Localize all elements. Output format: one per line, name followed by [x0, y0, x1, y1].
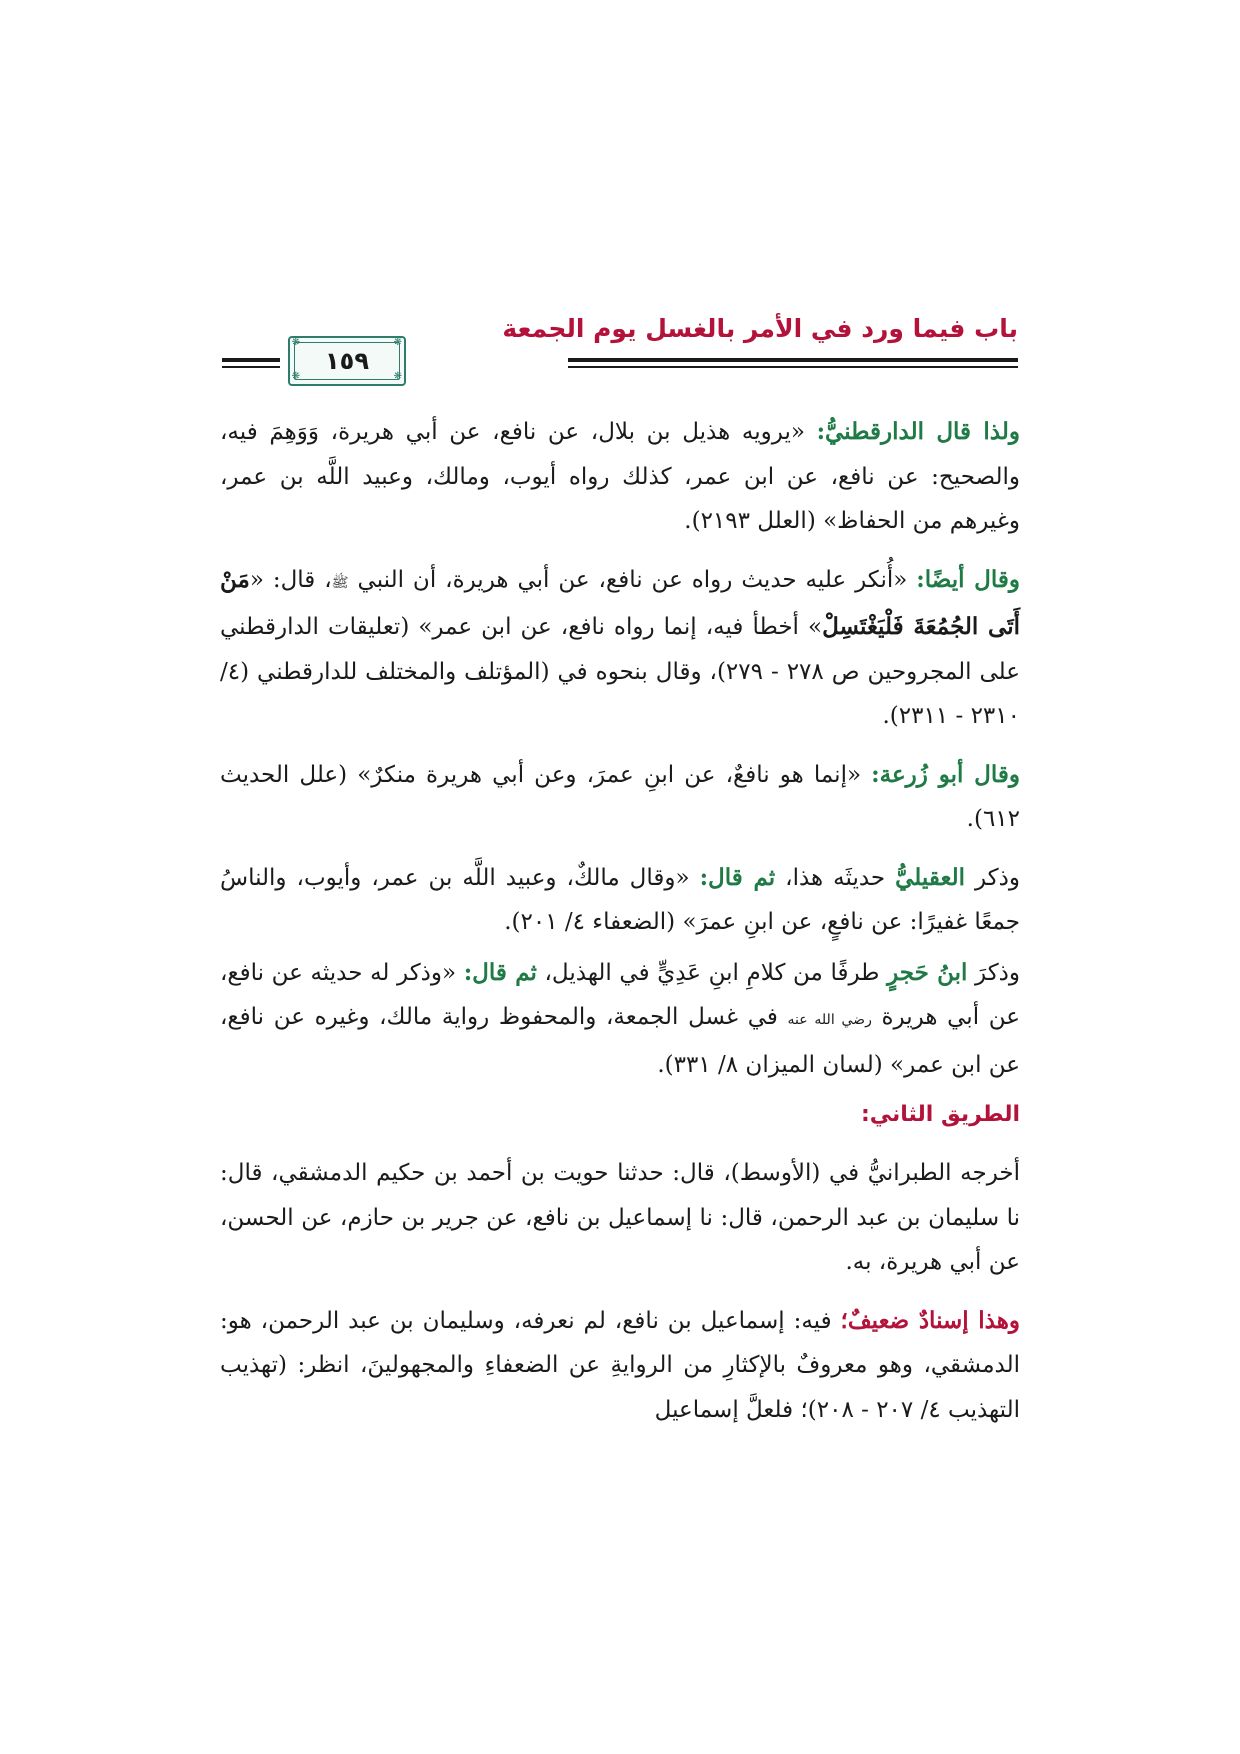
paragraph-text: ، قال: «: [249, 566, 332, 593]
paragraph-text: «وذكر له حديثه عن نافع، عن أبي هريرة: [220, 959, 1020, 1030]
paragraph-text: «إنما هو نافعٌ، عن ابنِ عمرَ، وعن أبي هريرة منكرٌ» (علل الحديث ٦١٢).: [220, 761, 1020, 832]
paragraph-lead: وقال أيضًا:: [916, 565, 1020, 593]
running-title: باب فيما ورد في الأمر بالغسل يوم الجمعة: [502, 314, 1018, 343]
ornament-icon: ❋: [393, 337, 402, 348]
paragraph-text: «وقال مالكٌ، وعبيد اللَّه بن عمر، وأيوب، والناسُ جمعًا غفيرًا: عن نافعٍ، عن ابنِ عمرَ» (الضعفاء ٤/ ٢٠١).: [220, 864, 1020, 935]
paragraph-tabarani: [220, 1151, 1020, 1285]
paragraph-lead: العقيليُّ: [895, 863, 965, 891]
ornament-icon: ❋: [291, 371, 300, 382]
header-rule-thin: [568, 366, 1018, 368]
ornament-icon: ❋: [393, 371, 402, 382]
paragraph-lead: ثم قال:: [699, 863, 776, 891]
paragraph-weak-chain: [220, 1299, 1020, 1433]
paragraph-uqaili: [220, 856, 1020, 945]
paragraph-daraqutni-also: [220, 558, 1020, 739]
paragraph-text: حديثَه هذا،: [775, 864, 896, 891]
paragraph-text: طرفًا من كلامِ ابنِ عَدِيٍّ في الهذيل،: [536, 959, 888, 986]
page-header: [222, 300, 1018, 390]
radiallahu-icon: رضي الله عنه: [787, 1012, 872, 1028]
paragraph-lead: ولذا قال الدارقطنيُّ:: [816, 418, 1020, 445]
paragraph-text: وذكر: [965, 864, 1020, 891]
page-number-badge: [288, 336, 406, 386]
paragraph-text: «أُنكر عليه حديث رواه عن نافع، عن أبي هريرة، أن النبي: [348, 566, 917, 593]
paragraph-text: في غسل الجمعة، والمحفوظ رواية مالك، وغيره عن نافع، عن ابن عمر» (لسان الميزان ٨/ ٣٣١).: [220, 1004, 1020, 1078]
header-rule-thick: [568, 358, 1018, 362]
paragraph-lead: ثم قال:: [463, 958, 537, 986]
paragraph-text: فيه: إسماعيل بن نافع، لم نعرفه، وسليمان بن عبد الرحمن، هو: الدمشقي، وهو معروفٌ بالإكثارِ من الروايةِ عن الضعفاءِ والمجهولينَ، انظر: (تهذيب التهذيب ٤/ ٢٠٧ - ٢٠٨)؛ فلعلَّ إسماعيل: [220, 1307, 1020, 1423]
hadith-text: مَنْ أَتَى الجُمُعَةَ فَلْيَغْتَسِلْ: [220, 565, 1021, 640]
paragraph-abu-zura: [220, 753, 1020, 842]
ornament-icon: ❋: [291, 337, 300, 348]
page-number: ١٥٩: [325, 347, 369, 375]
paragraph-text: «يرويه هذيل بن بلال، عن نافع، عن أبي هريرة، وَوَهِمَ فيه، والصحيح: عن نافع، عن ابن عمر، كذلك رواه أيوب، ومالك، وعبيد اللَّه بن عمر، وغيرهم من الحفاظ» (العلل ٢١٩٣).: [220, 419, 1020, 534]
section-heading: الطريق الثاني:: [860, 1102, 1020, 1127]
paragraph-lead: وقال أبو زُرعة:: [871, 760, 1020, 788]
header-rule-left-thin: [222, 366, 280, 368]
paragraph-daraqutni: [220, 410, 1020, 544]
salawat-icon: ﷺ: [331, 574, 349, 591]
paragraph-text: أخرجه الطبرانيُّ في (الأوسط)، قال: حدثنا حويت بن أحمد بن حكيم الدمشقي، قال: نا سليمان بن عبد الرحمن، قال: نا إسماعيل بن نافع، عن جرير بن حازم، عن الحسن، عن أبي هريرة، به.: [220, 1160, 1020, 1275]
paragraph-lead: وهذا إسنادٌ ضعيفٌ؛: [840, 1306, 1020, 1334]
header-rule-left-thick: [222, 358, 280, 362]
paragraph-lead: ابنُ حَجرٍ: [887, 958, 968, 986]
page-body: [220, 410, 1020, 1446]
paragraph-ibn-hajar: [220, 951, 1020, 1088]
paragraph-text: وذكرَ: [967, 959, 1021, 986]
paragraph-text: » أخطأ فيه، إنما رواه نافع، عن ابن عمر» (تعليقات الدارقطني على المجروحين ص ٢٧٨ - ٢٧٩)، وقال بنحوه في (المؤتلف والمختلف للدارقطني (٤/ ٢٣١٠ - ٢٣١١).: [220, 614, 1020, 729]
